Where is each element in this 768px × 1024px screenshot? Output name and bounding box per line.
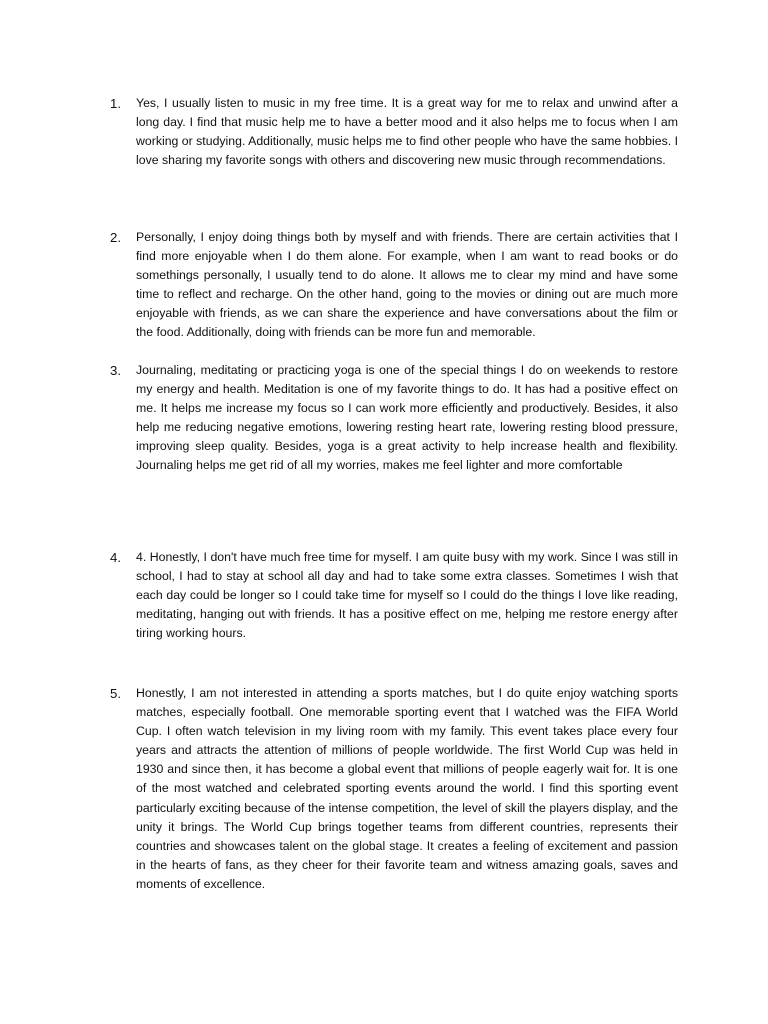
item-number: 1.: [110, 96, 121, 111]
item-number: 4.: [110, 550, 121, 565]
item-number: 3.: [110, 363, 121, 378]
item-text: 4. Honestly, I don't have much free time for myself. I am quite busy with my work. Since I was still in school, I had to stay at school all day and had to take some extra classes. Sometimes I wish that each day could be longer so I could take time for myself so I could do the things I love like reading, meditating, hanging out with friends. It has a positive effect on me, helping me restore energy after tiring working hours.: [136, 550, 678, 641]
item-text: Yes, I usually listen to music in my free time. It is a great way for me to relax and unwind after a long day. I find that music help me to have a better mood and it also helps me to focus when I am working or studying. Additionally, music helps me to find other people who have the same hobbies. I love sharing my favorite songs with others and discovering new music through recommendations.: [136, 96, 678, 168]
item-number: 5.: [110, 686, 121, 701]
item-text: Journaling, meditating or practicing yoga is one of the special things I do on weekends to restore my energy and health. Meditation is one of my favorite things to do. It has had a positive effect on me. It helps me increase my focus so I can work more efficiently and productively. Besides, it also help me reducing negative emotions, lowering resting heart rate, lowering resting blood pressure, improving sleep quality. Besides, yoga is a great activity to help increase health and flexibility. Journaling helps me get rid of all my worries, makes me feel lighter and more comfortable: [136, 363, 678, 473]
item-number: 2.: [110, 230, 121, 245]
item-text: Honestly, I am not interested in attending a sports matches, but I do quite enjoy watching sports matches, especially football. One memorable sporting event that I watched was the FIFA World Cup. I often watch television in my living room with my family. This event takes place every four years and attracts the attention of millions of people worldwide. The first World Cup was held in 1930 and since then, it has become a global event that millions of people eagerly wait for. It is one of the most watched and celebrated sporting events around the world. I find this sporting event particularly exciting because of the intense competition, the level of skill the players display, and the unity it brings. The World Cup brings together teams from different countries, represents their countries and showcases talent on the global stage. It creates a feeling of excitement and passion in the hearts of fans, as they cheer for their favorite team and witness amazing goals, saves and moments of excellence.: [136, 686, 678, 891]
item-text: Personally, I enjoy doing things both by myself and with friends. There are certain activities that I find more enjoyable when I do them alone. For example, when I am want to read books or do somethings personally, I usually tend to do alone. It allows me to clear my mind and have some time to reflect and recharge. On the other hand, going to the movies or dining out are much more enjoyable with friends, as we can share the experience and have conversations about the film or the food. Additionally, doing with friends can be more fun and memorable.: [136, 230, 678, 340]
